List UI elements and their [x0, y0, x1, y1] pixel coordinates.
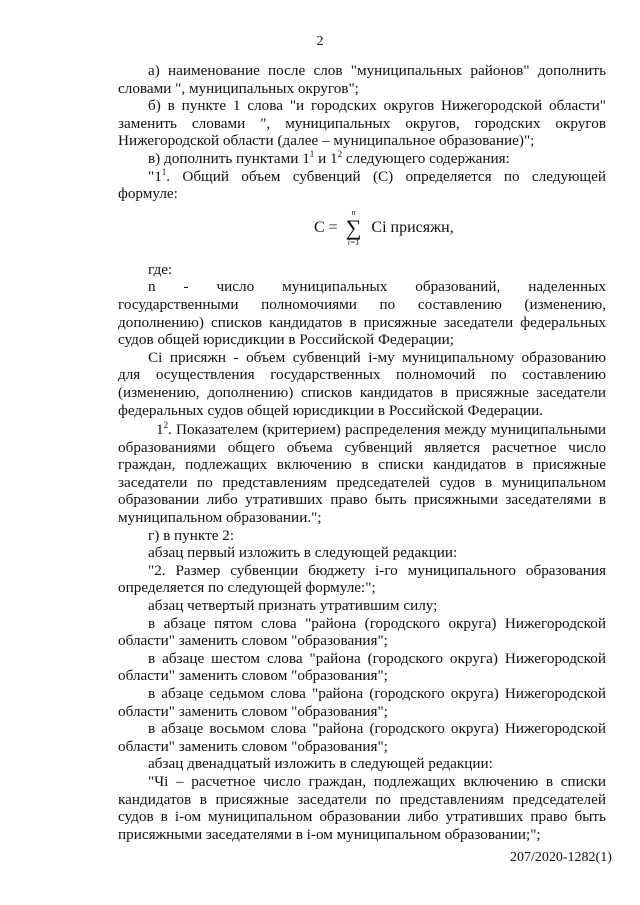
item-v-sup2: 2	[337, 148, 343, 159]
formula-lhs: C =	[314, 218, 338, 236]
item-g-line: абзац первый изложить в следующей редакции:	[148, 544, 458, 562]
item-v-and: и 1	[314, 149, 338, 167]
sum-lower-limit: i=1	[347, 237, 360, 247]
item-a: а) наименование после слов "муниципальных районов" дополнить словами ", муниципальных округов";	[118, 62, 606, 97]
sigma-symbol: ∑	[345, 214, 362, 240]
item-v-post: следующего содержания:	[342, 149, 510, 167]
document-body	[118, 62, 606, 843]
formula-rhs: Ci присяжн,	[371, 218, 454, 236]
item-g-line: "2. Размер субвенции бюджету i-го муниципального образования определяется по следующей формуле:";	[118, 561, 606, 597]
definition-n-word: образований,	[415, 278, 501, 296]
paragraph-1-1-sup: 1	[161, 166, 167, 177]
definition-ci: Ci присяжн - объем субвенций i-му муниципальному образованию для осуществления государственных полномочий по составлению (изменению, дополнению) списков кандидатов в присяжные заседатели федеральных судов общей юрисдикции в Российской Федерации.	[118, 348, 606, 419]
where-label: где:	[148, 260, 173, 278]
definition-n-word: число	[216, 278, 255, 296]
item-v-pre: в) дополнить пунктами 1	[148, 149, 310, 167]
definition-n-first-line	[118, 278, 606, 296]
item-g-line: в абзаце седьмом слова "района (городского округа) Нижегородской области" заменить словом "образования";	[118, 685, 606, 720]
definition-n-word: муниципальных	[282, 278, 388, 296]
paragraph-1-2-lead: 1	[156, 421, 164, 439]
definition-n-rest: государственными полномочиями по составлению (изменению, дополнению) списков кандидатов в присяжные заседатели федеральных судов общей юрисдикции в Российской Федерации;	[118, 295, 606, 349]
item-b: б) в пункте 1 слова "и городских округов Нижегородской области" заменить словами ", муниципальных округов, городских округов Нижегородской области (далее – муниципальное образование)";	[118, 97, 606, 150]
paragraph-1-2-sup: 2	[163, 420, 169, 431]
document-code: 207/2020-1282(1)	[510, 850, 612, 865]
paragraph-1-1	[118, 168, 606, 203]
paragraph-1-2-text: . Показателем (критерием) распределения между муниципальными образованиями общего объема субвенций является расчетное число граждан, подлежащих включению в списки кандидатов в присяжные заседатели по представлениям председателей судов в муниципальном образовании либо утративших право быть присяжными заседателями в муниципальном образовании.";	[118, 421, 606, 527]
item-g-line: в абзаце восьмом слова "района (городского округа) Нижегородской области" заменить словом "образования";	[118, 720, 606, 755]
definition-n-word: n	[148, 278, 156, 296]
item-v	[118, 150, 606, 168]
sum-upper-limit: n	[351, 207, 356, 217]
item-g-line: "Чi – расчетное число граждан, подлежащих включению в списки кандидатов в присяжные заседатели по представлениям председателей судов в i-ом муниципальном образовании либо утративших право быть присяжными заседателями в i-ом муниципальном образовании;";	[118, 772, 606, 843]
formula	[118, 203, 606, 261]
item-g: г) в пункте 2:	[148, 526, 235, 544]
item-g-line: в абзаце пятом слова "района (городского округа) Нижегородской области" заменить словом "образования";	[118, 614, 606, 650]
paragraph-1-2	[118, 421, 606, 527]
formula-expression	[314, 209, 454, 247]
page-number: 2	[316, 34, 324, 49]
paragraph-1-1-lead: "1	[148, 167, 162, 185]
sum-operator	[346, 209, 362, 247]
definition-n-word: наделенных	[528, 278, 606, 296]
item-g-line: в абзаце шестом слова "района (городского округа) Нижегородской области" заменить словом "образования";	[118, 649, 606, 685]
item-v-sup1: 1	[309, 148, 315, 159]
definition-n-word: -	[183, 278, 189, 296]
item-g-line: абзац двенадцатый изложить в следующей редакции:	[148, 755, 493, 773]
paragraph-1-1-text: . Общий объем субвенций (С) определяется по следующей формуле:	[118, 167, 606, 203]
item-g-line: абзац четвертый признать утратившим силу;	[148, 597, 438, 615]
